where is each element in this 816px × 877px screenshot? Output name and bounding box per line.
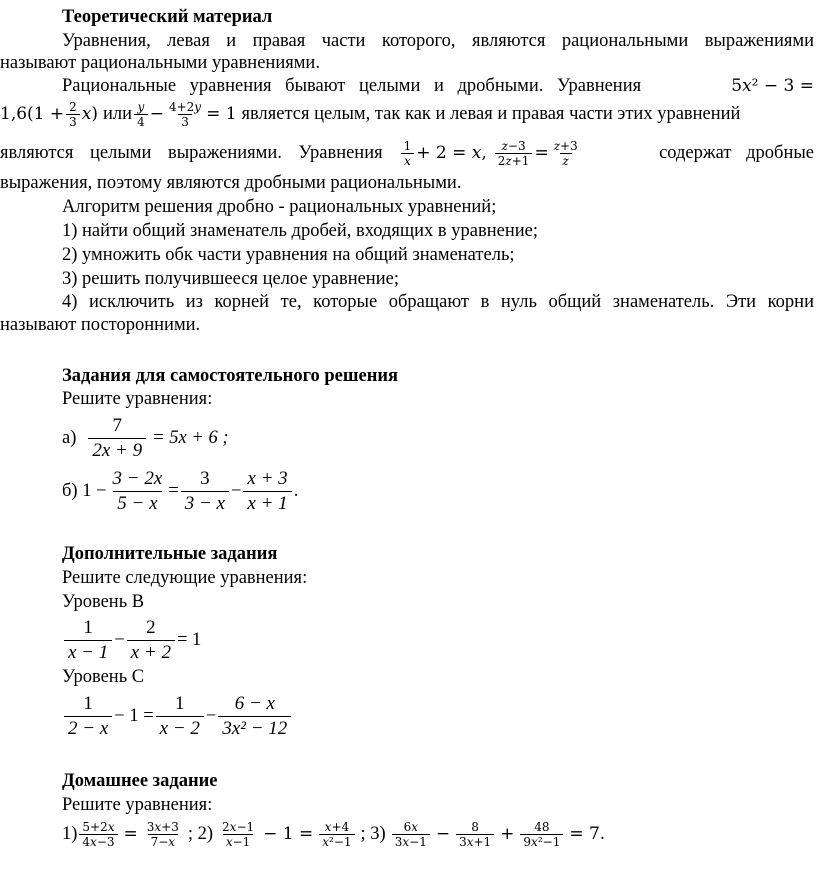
denominator: 𝑥 bbox=[401, 153, 414, 168]
fraction bbox=[127, 616, 175, 665]
fraction bbox=[109, 467, 167, 516]
denominator: 𝑥²−1 bbox=[319, 834, 354, 849]
fraction bbox=[64, 692, 112, 741]
numerator: 1 bbox=[83, 692, 93, 714]
fraction bbox=[64, 616, 112, 665]
denominator: 3𝑥−1 bbox=[392, 834, 430, 849]
fraction bbox=[219, 820, 257, 849]
level-c-equation bbox=[62, 688, 293, 744]
fraction bbox=[456, 820, 494, 849]
numerator: 4+2𝑦 bbox=[168, 99, 202, 114]
math-text: − bbox=[149, 104, 164, 124]
denominator: 4 bbox=[134, 114, 148, 129]
numerator: 𝑧−3 bbox=[501, 138, 526, 153]
denominator: 2 − x bbox=[64, 716, 112, 741]
level-c-label: Уровень С bbox=[62, 667, 145, 687]
denominator: 𝑧 bbox=[560, 153, 572, 168]
numerator: 𝑧+3 bbox=[553, 138, 578, 153]
algorithm-step-1: 1) найти общий знаменатель дробей, входящих в уравнение; bbox=[62, 221, 539, 241]
math-text: = bbox=[123, 824, 138, 844]
math-text: = 5x + 6 ; bbox=[152, 428, 229, 448]
fraction bbox=[392, 820, 430, 849]
numerator: 2 bbox=[146, 616, 156, 638]
algorithm-step-4-line-1: 4) исключить из корней те, которые обращают в нуль общий знаменатель. Эти корни bbox=[62, 292, 814, 312]
fraction bbox=[88, 414, 146, 463]
denominator: 2x + 9 bbox=[88, 438, 146, 463]
numerator: 48 bbox=[534, 819, 550, 834]
numerator: 3𝑥+3 bbox=[146, 819, 179, 834]
level-b-label: Уровень В bbox=[62, 592, 145, 612]
denominator: 3𝑥+1 bbox=[456, 834, 494, 849]
numerator: 2 bbox=[69, 99, 77, 114]
math-text: − bbox=[435, 824, 451, 844]
numerator: 2𝑥−1 bbox=[222, 819, 255, 834]
numerator: 1 bbox=[83, 616, 93, 638]
numerator: x + 3 bbox=[247, 467, 288, 489]
math-text: − 1 = bbox=[263, 824, 314, 844]
denominator: 3 bbox=[178, 114, 192, 129]
fraction bbox=[156, 692, 204, 741]
math-text: − bbox=[114, 630, 125, 650]
task-label: б) 1 − bbox=[62, 481, 107, 501]
fraction bbox=[218, 692, 291, 741]
fraction bbox=[134, 100, 148, 129]
fraction bbox=[79, 820, 117, 849]
numerator: 1 bbox=[175, 692, 185, 714]
numerator: 3 − 2x bbox=[112, 467, 163, 489]
homework-equations bbox=[62, 813, 605, 855]
denominator: 7−𝑥 bbox=[148, 834, 178, 849]
denominator: 9𝑥²−1 bbox=[520, 834, 563, 849]
homework-heading: Домашнее задание bbox=[62, 771, 218, 791]
task-label: а) bbox=[62, 428, 77, 448]
paragraph-2-line-3 bbox=[0, 133, 814, 173]
numerator: 8 bbox=[471, 819, 479, 834]
text: содержат дробные bbox=[659, 143, 814, 163]
tasks-heading: Задания для самостоятельного решения bbox=[62, 366, 399, 386]
algorithm-title: Алгоритм решения дробно - рациональных уравнений; bbox=[62, 197, 497, 217]
numerator: 𝑥+4 bbox=[324, 819, 350, 834]
paragraph-1-line-1: Уравнения, левая и правая части которого, являются рациональными выражениями bbox=[62, 31, 814, 51]
math-text: 𝑥) bbox=[81, 104, 99, 124]
numerator: 6 − x bbox=[234, 692, 275, 714]
tasks-instruction: Решите уравнения: bbox=[62, 389, 213, 409]
fraction bbox=[551, 139, 581, 168]
task-b-equation bbox=[62, 463, 298, 519]
denominator: x − 1 bbox=[64, 640, 112, 665]
paragraph-2-line-2 bbox=[0, 94, 814, 134]
paragraph-2-text: Рациональные уравнения бывают целыми и дробными. Уравнения bbox=[62, 76, 642, 96]
numerator: 7 bbox=[112, 414, 122, 436]
level-b-equation bbox=[62, 612, 201, 668]
fraction bbox=[319, 820, 354, 849]
text: ; 2) bbox=[187, 824, 214, 844]
extra-instruction: Решите следующие уравнения: bbox=[62, 568, 308, 588]
math-text: = bbox=[168, 481, 179, 501]
math-text: . bbox=[293, 481, 299, 501]
paragraph-2-line-4: выражения, поэтому являются дробными рациональными. bbox=[0, 173, 462, 193]
denominator: 3 bbox=[66, 114, 80, 129]
homework-instruction: Решите уравнения: bbox=[62, 795, 213, 815]
algorithm-step-2: 2) умножить обк части уравнения на общий знаменатель; bbox=[62, 245, 515, 265]
fraction bbox=[181, 467, 229, 516]
text: ; 3) bbox=[360, 824, 386, 844]
text: или bbox=[103, 104, 133, 124]
math-text: + 2 = 𝑥, bbox=[416, 143, 487, 163]
math-text: 1,6(1 + bbox=[0, 104, 65, 124]
math-text: − bbox=[230, 481, 242, 501]
denominator: 3 − x bbox=[181, 491, 229, 516]
fraction bbox=[144, 820, 182, 849]
denominator: x + 1 bbox=[243, 491, 291, 516]
denominator: x − 2 bbox=[156, 716, 204, 741]
denominator: 5 − x bbox=[113, 491, 161, 516]
numerator: 1 bbox=[403, 138, 412, 153]
algorithm-step-3: 3) решить получившееся целое уравнение; bbox=[62, 269, 399, 289]
math-text: = 7. bbox=[569, 824, 606, 844]
task-a-equation bbox=[62, 410, 228, 466]
text: являются целыми выражениями. Уравнения bbox=[0, 143, 383, 163]
math-text: = 1 bbox=[206, 104, 237, 124]
numerator: 𝑦 bbox=[137, 99, 145, 114]
task-label: 1) bbox=[62, 824, 78, 844]
denominator: 𝑥−1 bbox=[223, 834, 253, 849]
numerator: 6𝑥 bbox=[403, 819, 418, 834]
algorithm-step-4-line-2: называют посторонними. bbox=[0, 315, 201, 335]
numerator: 5+2𝑥 bbox=[82, 819, 115, 834]
fraction bbox=[520, 820, 563, 849]
extra-heading: Дополнительные задания bbox=[62, 544, 278, 564]
text: является целым, так как и левая и правая части этих уравнений bbox=[241, 104, 741, 124]
math-text: = 1 bbox=[176, 630, 202, 650]
fraction bbox=[495, 139, 533, 168]
math-text: − 1 = bbox=[114, 706, 154, 726]
fraction bbox=[66, 100, 80, 129]
denominator: 3x² − 12 bbox=[218, 716, 291, 741]
math-text: = bbox=[534, 143, 549, 163]
fraction bbox=[243, 467, 291, 516]
denominator: x + 2 bbox=[127, 640, 175, 665]
math-text: + bbox=[500, 824, 515, 844]
denominator: 4𝑥−3 bbox=[79, 834, 117, 849]
fraction bbox=[166, 100, 204, 129]
math-text: − bbox=[205, 706, 217, 726]
fraction bbox=[401, 139, 415, 168]
theory-heading: Теоретический материал bbox=[62, 7, 273, 27]
equation-inline: 5𝑥² − 3 = bbox=[731, 76, 814, 96]
denominator: 2𝑧+1 bbox=[495, 153, 533, 168]
numerator: 3 bbox=[200, 467, 210, 489]
paragraph-1-line-2: называют рациональными уравнениями. bbox=[0, 53, 320, 73]
